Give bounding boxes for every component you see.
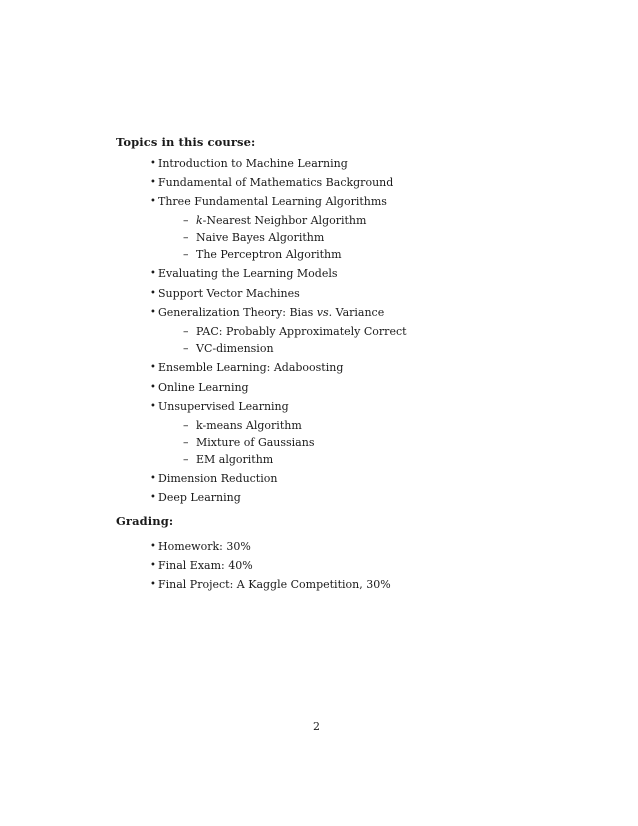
dash-icon: – xyxy=(183,214,189,227)
list-item-text: Online Learning xyxy=(158,381,249,394)
list-item-text: Homework: 30% xyxy=(158,540,251,553)
list-item-text: Introduction to Machine Learning xyxy=(158,157,348,170)
list-item-text: Dimension Reduction xyxy=(158,472,278,485)
bullet-icon: • xyxy=(150,288,156,299)
list-item xyxy=(150,306,385,320)
list-item-text: Evaluating the Learning Models xyxy=(158,267,338,280)
bullet-icon: • xyxy=(150,492,156,503)
sub-list-item-text: k-means Algorithm xyxy=(196,419,302,432)
bullet-icon: • xyxy=(150,196,156,207)
dash-icon: – xyxy=(183,325,189,338)
list-item xyxy=(150,472,278,486)
bullet-icon: • xyxy=(150,401,156,412)
sub-list-item-text: Mixture of Gaussians xyxy=(196,436,315,449)
bullet-icon: • xyxy=(150,382,156,393)
list-item xyxy=(150,540,251,554)
bullet-icon: • xyxy=(150,541,156,552)
list-item-text: Three Fundamental Learning Algorithms xyxy=(158,195,387,208)
dash-icon: – xyxy=(183,248,189,261)
list-item xyxy=(150,400,289,414)
sub-list-item xyxy=(183,248,342,262)
sub-list-item xyxy=(183,325,407,339)
bullet-icon: • xyxy=(150,177,156,188)
sub-list-item-prefix: k xyxy=(196,214,203,227)
list-item xyxy=(150,559,253,573)
list-item xyxy=(150,361,344,375)
list-item xyxy=(150,195,387,209)
dash-icon: – xyxy=(183,231,189,244)
list-item-text-em: vs. xyxy=(316,306,333,319)
sub-list-item xyxy=(183,342,274,356)
list-item xyxy=(150,176,394,190)
dash-icon: – xyxy=(183,436,189,449)
bullet-icon: • xyxy=(150,473,156,484)
sub-list-item xyxy=(183,419,302,433)
bullet-icon: • xyxy=(150,579,156,590)
sub-list-item xyxy=(183,214,367,228)
list-item xyxy=(150,491,241,505)
dash-icon: – xyxy=(183,342,189,355)
sub-list-item-text: The Perceptron Algorithm xyxy=(196,248,342,261)
bullet-icon: • xyxy=(150,362,156,373)
page-number: 2 xyxy=(313,720,320,733)
list-item-text: Unsupervised Learning xyxy=(158,400,289,413)
dash-icon: – xyxy=(183,453,189,466)
list-item-text: Fundamental of Mathematics Background xyxy=(158,176,394,189)
list-item-text: Ensemble Learning: Adaboosting xyxy=(158,361,344,374)
dash-icon: – xyxy=(183,419,189,432)
list-item xyxy=(150,287,300,301)
list-item xyxy=(150,381,249,395)
bullet-icon: • xyxy=(150,307,156,318)
list-item-text-after: Variance xyxy=(332,306,385,319)
list-item-text: Final Exam: 40% xyxy=(158,559,253,572)
list-item-text: Support Vector Machines xyxy=(158,287,300,300)
sub-list-item xyxy=(183,231,325,245)
sub-list-item xyxy=(183,453,274,467)
list-item-text-before: Generalization Theory: Bias xyxy=(158,306,317,319)
sub-list-item-text: PAC: Probably Approximately Correct xyxy=(196,325,407,338)
list-item xyxy=(150,578,391,592)
sub-list-item xyxy=(183,436,315,450)
sub-list-item-text: -Nearest Neighbor Algorithm xyxy=(202,214,367,227)
topics-heading: Topics in this course: xyxy=(116,135,256,149)
list-item-text: Final Project: A Kaggle Competition, 30% xyxy=(158,578,391,591)
sub-list-item-text: VC-dimension xyxy=(196,342,274,355)
sub-list-item-text: EM algorithm xyxy=(196,453,274,466)
bullet-icon: • xyxy=(150,560,156,571)
list-item xyxy=(150,267,338,281)
sub-list-item-text: Naive Bayes Algorithm xyxy=(196,231,325,244)
list-item-text: Deep Learning xyxy=(158,491,241,504)
bullet-icon: • xyxy=(150,268,156,279)
bullet-icon: • xyxy=(150,158,156,169)
grading-heading: Grading: xyxy=(116,514,174,528)
list-item xyxy=(150,157,348,171)
